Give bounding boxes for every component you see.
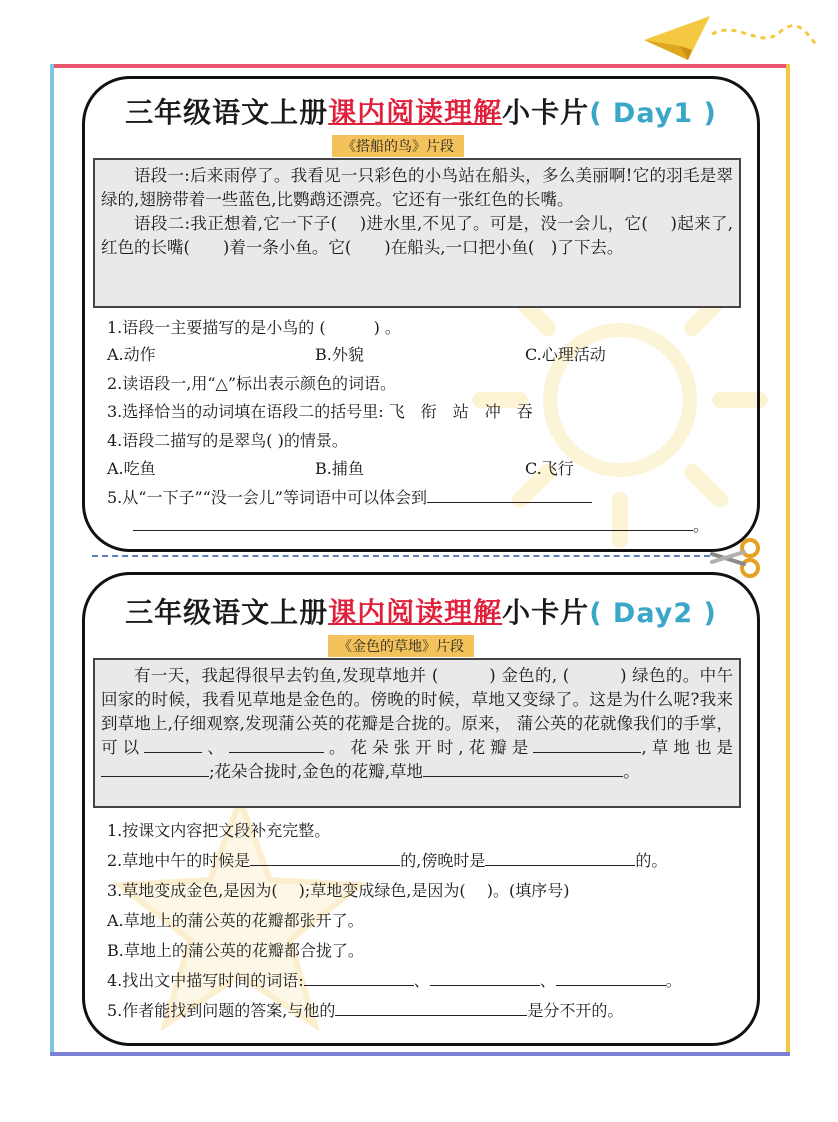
answer-blank[interactable] (144, 738, 202, 753)
title-text: 三年级语文上册 (125, 96, 329, 129)
frame-bottom-border (50, 1052, 790, 1056)
answer-blank[interactable] (133, 516, 693, 531)
question-text: 2.草地中午的时候是 (107, 851, 251, 870)
day-label: ( Day1 ) (589, 98, 717, 129)
answer-blank[interactable] (423, 762, 623, 777)
question-text: 5.从“一下子”“没一会儿”等词语中可以体会到 (107, 488, 427, 507)
reading-card-day2 (82, 572, 760, 1046)
answer-blank[interactable] (485, 851, 635, 866)
day-label: ( Day2 ) (589, 598, 717, 629)
question-4 (107, 968, 682, 991)
answer-blank[interactable] (250, 851, 400, 866)
passage-paragraph: 语段二:我正想着,它一下子( )进水里,不见了。可是，没一会儿，它( )起来了,红色的长嘴( )着一条小鱼。它( )在船头,一口把小鱼( )了下去。 (101, 214, 733, 257)
title-text: 三年级语文上册 (125, 596, 329, 629)
question-1: 1.语段一主要描写的是小鸟的 ( ) 。 (107, 318, 401, 337)
answer-blank[interactable] (533, 738, 641, 753)
question-5-continued (133, 513, 709, 536)
reading-card-day1 (82, 76, 760, 552)
title-highlight: 课内阅读理解 (328, 596, 503, 629)
question-2 (107, 848, 667, 871)
passage-text: 。花朵张开时,花瓣是 (323, 738, 534, 757)
question-text: 5.作者能找到问题的答案,与他的 (107, 1001, 336, 1020)
question-3: 3.草地变成金色,是因为( );草地变成绿色,是因为( )。(填序号) (107, 881, 570, 900)
separator: 、 (413, 971, 430, 990)
title-text: 小卡片 (502, 596, 590, 629)
period: 。 (665, 971, 682, 990)
option-a: A.动作 (107, 345, 156, 364)
passage-text: 、 (202, 738, 229, 757)
cut-line (92, 555, 710, 557)
question-5 (107, 485, 592, 508)
passage-text: 。 (623, 762, 640, 781)
option-c: C.心理活动 (525, 345, 606, 364)
question-5 (107, 998, 623, 1021)
answer-blank[interactable] (335, 1001, 527, 1016)
question-1: 1.按课文内容把文段补充完整。 (107, 821, 331, 840)
question-3: 3.选择恰当的动词填在语段二的括号里: 飞 衔 站 冲 吞 (107, 402, 533, 421)
answer-blank[interactable] (430, 971, 540, 986)
question-text: 的,傍晚时是 (400, 851, 486, 870)
option-a: A.吃鱼 (107, 459, 156, 478)
period: 。 (693, 516, 710, 535)
question-text: 是分不开的。 (527, 1001, 624, 1020)
card-title (85, 591, 757, 631)
passage-paragraph: 语段一:后来雨停了。我看见一只彩色的小鸟站在船头，多么美丽啊!它的羽毛是翠绿的,翅膀带着一些蓝色,比鹦鹉还漂亮。它还有一张红色的长嘴。 (101, 166, 733, 209)
option-b: B.草地上的蒲公英的花瓣都合拢了。 (107, 941, 364, 960)
question-4: 4.语段二描写的是翠鸟( )的情景。 (107, 431, 348, 450)
question-2: 2.读语段一,用“△”标出表示颜色的词语。 (107, 374, 397, 393)
answer-blank[interactable] (304, 971, 414, 986)
option-b: B.外貌 (315, 345, 364, 364)
paper-plane-icon (640, 10, 820, 74)
passage-box (93, 158, 741, 308)
passage-text: ;花朵合拢时,金色的花瓣,草地 (209, 762, 424, 781)
passage-text: 有一天，我起得很早去钓鱼,发现草地并 ( ) 金色的, ( ) 绿色的。中午回家的时候，我看见草地是金色的。傍晚的时候，草地又变绿了。这是为什么呢?我来到草地上,仔细观察,发现蒲公英的花瓣是合拢的。原来， 蒲公英的花就像我们的手掌，可以 (101, 666, 733, 757)
frame-right-border (786, 64, 790, 1056)
answer-blank[interactable] (556, 971, 666, 986)
passage-source-tag: 《搭船的鸟》片段 (332, 135, 464, 157)
passage-box (93, 658, 741, 808)
option-a: A.草地上的蒲公英的花瓣都张开了。 (107, 911, 364, 930)
title-text: 小卡片 (502, 96, 590, 129)
option-c: C.飞行 (525, 459, 574, 478)
option-b: B.捕鱼 (315, 459, 364, 478)
answer-blank[interactable] (229, 738, 324, 753)
question-text: 的。 (635, 851, 668, 870)
answer-blank[interactable] (101, 762, 209, 777)
answer-blank[interactable] (427, 488, 592, 503)
question-text: 4.找出文中描写时间的词语: (107, 971, 304, 990)
title-highlight: 课内阅读理解 (328, 96, 503, 129)
frame-left-border (50, 64, 54, 1056)
passage-text: ,草地也是 (641, 738, 734, 757)
passage-source-tag: 《金色的草地》片段 (328, 635, 474, 657)
separator: 、 (539, 971, 556, 990)
passage-paragraph (101, 664, 733, 784)
card-title (85, 91, 757, 131)
